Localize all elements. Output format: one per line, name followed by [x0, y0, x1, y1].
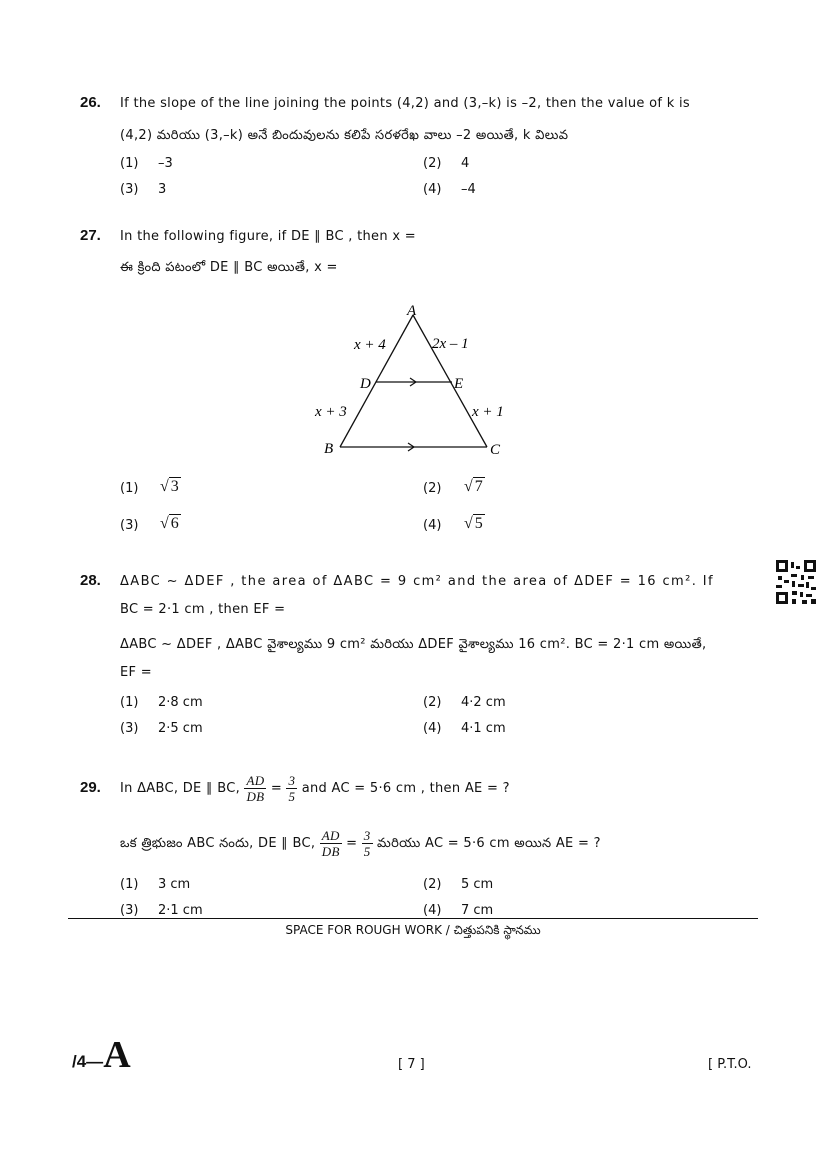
option-value: 3 cm — [158, 877, 191, 892]
option-number: (1) — [120, 877, 139, 892]
option-number: (4) — [423, 903, 442, 918]
question-text-english-cont: BC = 2·1 cm , then EF = — [120, 602, 286, 617]
option-value: 7 cm — [461, 903, 494, 918]
question-text-telugu-cont: EF = — [120, 665, 152, 680]
option-number: (3) — [120, 903, 139, 918]
triangle-figure — [300, 295, 530, 465]
option-number: (1) — [120, 695, 139, 710]
vertex-label-a: A — [407, 303, 417, 319]
paper-code — [72, 1033, 131, 1077]
option-number: (1) — [120, 481, 139, 496]
fraction-ad-db — [320, 828, 342, 859]
fraction-numerator: 3 — [288, 773, 296, 788]
question-text-english: If the slope of the line joining the points (4,2) and (3,–k) is –2, then the value of k is — [120, 96, 690, 111]
option-number: (4) — [423, 518, 442, 533]
option-number: (2) — [423, 695, 442, 710]
vertex-label-e: E — [454, 376, 464, 392]
option-number: (3) — [120, 182, 139, 197]
question-text-telugu: ఈ క్రింది పటంలో DE ∥ BC అయితే, x = — [120, 260, 338, 275]
option-value-sqrt: √ 3 — [160, 478, 179, 495]
question-text-part: and AC = 5·6 cm , then AE = ? — [301, 781, 510, 796]
fraction-numerator: AD — [246, 773, 265, 788]
question-number: 28. — [80, 572, 101, 589]
fraction-denominator: DB — [246, 789, 265, 804]
rough-work-label: SPACE FOR ROUGH WORK / చిత్తుపనికి స్థానము — [285, 923, 541, 937]
side-label-ad: x + 4 — [354, 337, 386, 353]
option-value: 5 — [474, 515, 483, 532]
question-text-english — [120, 770, 510, 808]
paper-code-letter: A — [103, 1034, 131, 1076]
equals-sign: = — [270, 781, 283, 796]
option-value: 5 cm — [461, 877, 494, 892]
option-number: (2) — [423, 156, 442, 171]
option-value: 4·2 cm — [461, 695, 506, 710]
option-value: 7 — [474, 478, 483, 495]
option-number: (2) — [423, 877, 442, 892]
option-number: (4) — [423, 182, 442, 197]
question-number: 29. — [80, 779, 101, 796]
option-number: (2) — [423, 481, 442, 496]
question-text-telugu: ΔABC ~ ΔDEF , ΔABC వైశాల్యము 9 cm² మరియు ΔDEF వైశాల్యము 16 cm². BC = 2·1 cm అయితే, — [120, 637, 707, 652]
question-text-telugu — [120, 825, 601, 863]
fraction-denominator: DB — [321, 844, 340, 859]
fraction-3-5 — [362, 828, 373, 859]
question-text-part: మరియు AC = 5·6 cm అయిన AE = ? — [377, 836, 601, 851]
option-value: 4 — [461, 156, 470, 171]
option-value: 3 — [158, 182, 167, 197]
fraction-3-5 — [286, 773, 297, 804]
fraction-ad-db — [244, 773, 266, 804]
option-value: 2·8 cm — [158, 695, 203, 710]
question-text-telugu: (4,2) మరియు (3,–k) అనే బిందువులను కలిపే సరళరేఖ వాలు –2 అయితే, k విలువ — [120, 128, 569, 143]
option-number: (1) — [120, 156, 139, 171]
option-number: (3) — [120, 721, 139, 736]
option-value: 4·1 cm — [461, 721, 506, 736]
option-value-sqrt: √ 5 — [464, 515, 483, 532]
paper-code-prefix: /4— — [72, 1052, 104, 1071]
fraction-denominator: 5 — [363, 844, 371, 859]
side-label-ec: x + 1 — [472, 404, 504, 420]
option-value-sqrt: √ 6 — [160, 515, 179, 532]
option-value: 6 — [170, 515, 179, 532]
fraction-numerator: 3 — [363, 828, 371, 843]
question-text-part: In ΔABC, DE ∥ BC, — [120, 781, 241, 796]
option-value-sqrt: √ 7 — [464, 478, 483, 495]
vertex-label-b: B — [324, 441, 334, 457]
side-label-db: x + 3 — [315, 404, 347, 420]
vertex-label-d: D — [360, 376, 371, 392]
qr-code-icon — [776, 560, 816, 604]
question-number: 26. — [80, 94, 101, 111]
option-value: 2·5 cm — [158, 721, 203, 736]
option-number: (3) — [120, 518, 139, 533]
option-value: –3 — [158, 156, 173, 171]
option-value: 3 — [170, 478, 179, 495]
option-value: –4 — [461, 182, 476, 197]
vertex-label-c: C — [490, 442, 501, 458]
fraction-denominator: 5 — [288, 789, 296, 804]
question-text-english: ΔABC ~ ΔDEF , the area of ΔABC = 9 cm² and the area of ΔDEF = 16 cm². If — [120, 574, 714, 589]
option-number: (4) — [423, 721, 442, 736]
option-value: 2·1 cm — [158, 903, 203, 918]
equals-sign: = — [346, 836, 358, 851]
question-number: 27. — [80, 227, 101, 244]
side-label-ae: 2x – 1 — [432, 336, 469, 352]
question-text-english: In the following figure, if DE ∥ BC , then x = — [120, 229, 416, 244]
question-text-part: ఒక త్రిభుజం ABC నందు, DE ∥ BC, — [120, 836, 316, 851]
page-number: [ 7 ] — [398, 1057, 425, 1072]
fraction-numerator: AD — [321, 828, 340, 843]
pto-label: [ P.T.O. — [708, 1057, 752, 1072]
divider — [68, 918, 758, 919]
